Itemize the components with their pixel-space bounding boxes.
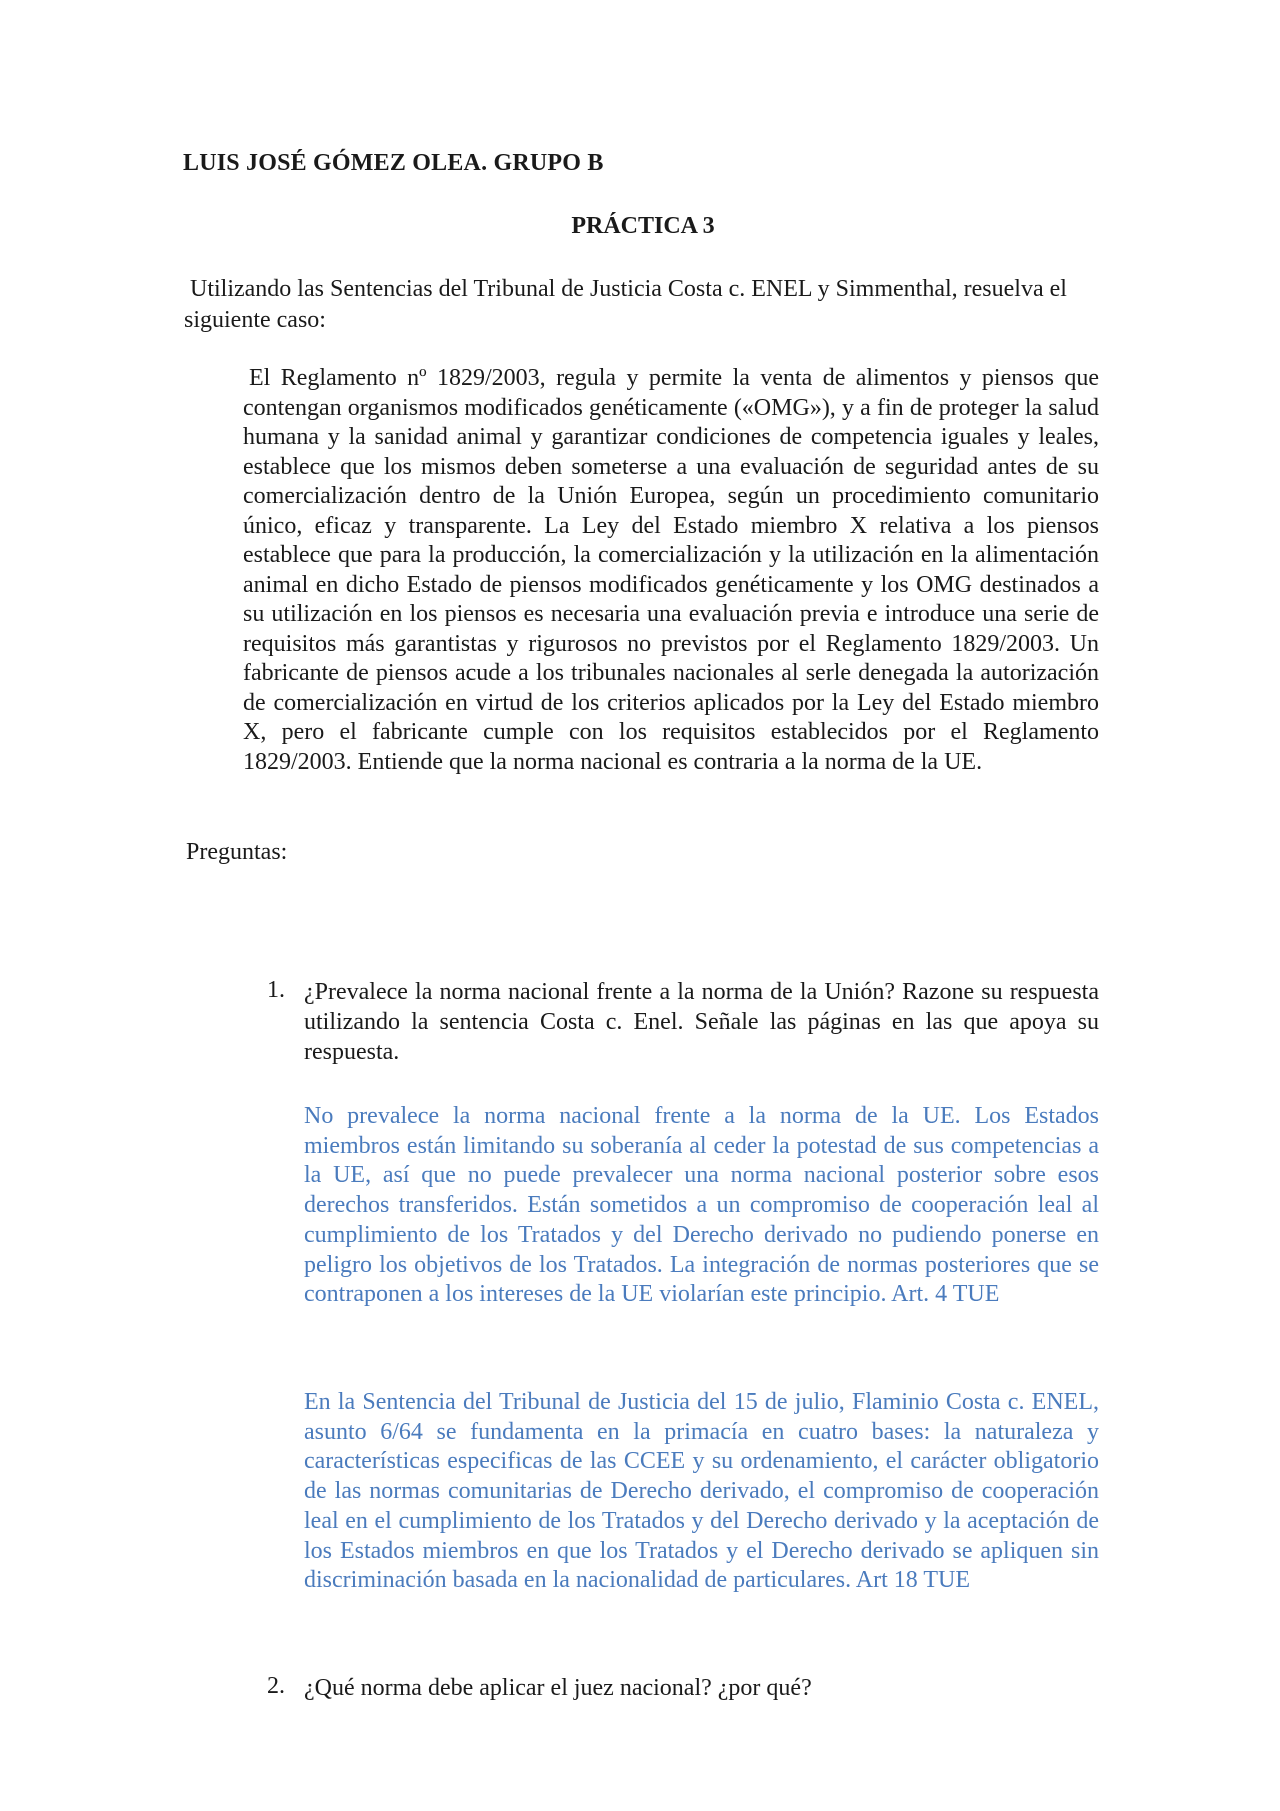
answer-1-paragraph-1: No prevalece la norma nacional frente a la norma de la UE. Los Estados miembros están limitando su soberanía al ceder la potestad de sus competencias a la UE, así que no puede prevalecer una norma nacional posterior sobre esos derechos transferidos. Están sometidos a un compromiso de cooperación leal al cumplimiento de los Tratados y del Derecho derivado no pudiendo ponerse en peligro los objetivos de los Tratados. La integración de normas posteriores que se contraponen a los intereses de la UE violarían este principio. Art. 4 TUE xyxy=(304,1103,1099,1308)
instruction-paragraph: Utilizando las Sentencias del Tribunal de Justicia Costa c. ENEL y Simmenthal, resuelva el siguiente caso: xyxy=(184,276,1067,333)
page-title-text: PRÁCTICA 3 xyxy=(571,213,715,239)
question-2-text: ¿Qué norma debe aplicar el juez nacional? ¿por qué? xyxy=(304,1675,812,1701)
page-title xyxy=(0,213,1280,240)
answer-1-paragraph-2: En la Sentencia del Tribunal de Justicia del 15 de julio, Flaminio Costa c. ENEL, asunto 6/64 se fundamenta en la primacía en cuatro bases: la naturaleza y características especificas de las CCEE y su ordenamiento, el carácter obligatorio de las normas comunitarias de Derecho derivado, el compromiso de cooperación leal en el cumplimiento de los Tratados y del Derecho derivado y la aceptación de los Estados miembros en que los Tratados y el Derecho derivado se apliquen sin discriminación basada en la nacionalidad de particulares. Art 18 TUE xyxy=(304,1389,1099,1594)
questions-label: Preguntas: xyxy=(186,839,288,865)
question-2-number: 2. xyxy=(267,1673,285,1699)
case-paragraph: El Reglamento nº 1829/2003, regula y permite la venta de alimentos y piensos que contengan organismos modificados genéticamente («OMG»), y a fin de proteger la salud humana y la sanidad animal y garantizar condiciones de competencia iguales y leales, establece que los mismos deben someterse a una evaluación de seguridad antes de su comercialización dentro de la Unión Europea, según un procedimiento comunitario único, eficaz y transparente. La Ley del Estado miembro X relativa a los piensos establece que para la producción, la comercialización y la utilización en la alimentación animal en dicho Estado de piensos modificados genéticamente y los OMG destinados a su utilización en los piensos es necesaria una evaluación previa e introduce una serie de requisitos más garantistas y rigurosos no previstos por el Reglamento 1829/2003. Un fabricante de piensos acude a los tribunales nacionales al serle denegada la autorización de comercialización en virtud de los criterios aplicados por la Ley del Estado miembro X, pero el fabricante cumple con los requisitos establecidos por el Reglamento 1829/2003. Entiende que la norma nacional es contraria a la norma de la UE. xyxy=(243,365,1099,775)
question-1-text: ¿Prevalece la norma nacional frente a la norma de la Unión? Razone su respuesta utilizando la sentencia Costa c. Enel. Señale las páginas en las que apoya su respuesta. xyxy=(304,979,1099,1065)
question-1-number: 1. xyxy=(267,977,285,1003)
author-line: LUIS JOSÉ GÓMEZ OLEA. GRUPO B xyxy=(183,150,604,176)
